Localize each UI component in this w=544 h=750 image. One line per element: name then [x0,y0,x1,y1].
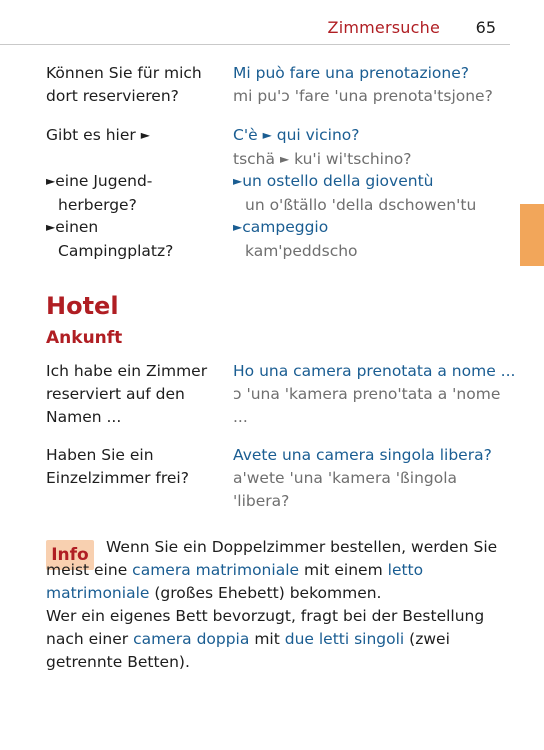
chapter-tab-marker [520,204,544,266]
italian-term: camera matrimoniale [132,561,300,579]
italian-text: Ho una camera prenotata a nome ... [233,362,516,380]
triangle-arrow-icon: ► [279,152,290,166]
pronunciation [233,148,518,172]
italian-term: camera doppia [133,630,250,648]
pronunciation: kam'peddscho [245,242,358,260]
italian-text: un ostello della gioventù [242,172,434,190]
triangle-arrow-icon: ► [46,220,56,234]
german-text: herberge? [58,196,137,214]
triangle-arrow-icon: ► [233,220,243,234]
info-text-segment: (zwei getrennte Betten). [46,630,450,671]
section-subtitle: Ankunft [46,328,123,348]
italian-text: Mi può fare una prenotazione? [233,64,470,82]
italian-text: C'è [233,126,258,144]
german-text: Campingplatz? [58,242,174,260]
pronunciation-text: tschä [233,150,275,168]
italian-phrase [233,216,518,263]
pronunciation: un o'ßtällo 'della dschowen'tu [245,196,477,214]
pronunciation: ɔ 'una 'kamera preno'tata a 'nome ... [233,385,501,426]
german-phrase: Ich habe ein Zimmer reserviert auf den Namen ... [46,362,208,426]
triangle-arrow-icon: ► [46,174,56,188]
italian-text: qui vicino? [276,126,360,144]
italian-phrase [233,444,518,513]
info-text-segment: Wer ein eigenes Bett bevorzugt, fragt bei der Bestellung nach einer [46,607,485,648]
german-text: eine Jugend- [55,172,153,190]
triangle-arrow-icon: ► [140,128,150,142]
german-phrase: Können Sie für mich dort reservieren? [46,64,202,105]
italian-phrase [233,170,518,217]
italian-term: letto matrimoniale [46,561,424,602]
italian-term: due letti singoli [284,630,405,648]
italian-phrase [233,360,518,429]
info-text-segment: Wenn Sie ein Doppelzimmer bestellen, werden Sie meist eine [46,538,498,579]
italian-phrase [233,124,518,172]
german-phrase: Haben Sie ein Einzelzimmer frei? [46,446,189,487]
info-badge: Info [46,540,94,570]
triangle-arrow-icon: ► [262,128,272,142]
german-phrase [46,216,224,263]
german-phrase [46,124,224,148]
italian-text: Avete una camera singola libera? [233,446,492,464]
pronunciation: mi pu'ɔ 'fare 'una prenota'tsjone? [233,87,493,105]
running-title: Zimmersuche [327,18,440,37]
page-header [0,18,510,44]
italian-phrase [233,62,518,108]
section-title: Hotel [46,292,119,320]
info-text-segment: (großes Ehebett) bekommen. [154,584,382,602]
italian-text: campeggio [242,218,329,236]
pronunciation-text: ku'i wi'tschino? [294,150,412,168]
pronunciation: a'wete 'una 'kamera 'ßingola 'libera? [233,469,458,510]
info-text-segment: mit einem [303,561,383,579]
info-text-segment: mit [254,630,280,648]
triangle-arrow-icon: ► [233,174,243,188]
info-text [46,536,502,674]
german-text: Gibt es hier [46,126,136,144]
header-divider [0,44,510,45]
page-number: 65 [475,18,496,37]
german-phrase [46,170,224,217]
german-text: einen [55,218,99,236]
